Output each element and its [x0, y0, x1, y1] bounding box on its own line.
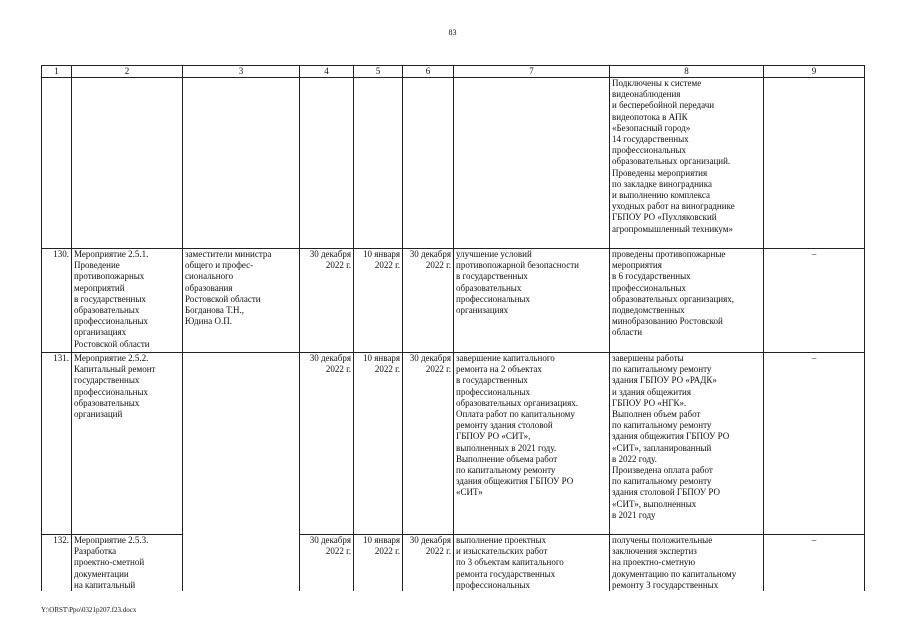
cell-empty: [764, 78, 865, 249]
column-header: 9: [764, 66, 865, 78]
cell-date-plan: 30 декабря 2022 г.: [300, 249, 354, 353]
table-row: [42, 249, 865, 353]
column-header: 2: [72, 66, 183, 78]
cell-empty: [454, 78, 610, 249]
cell-note: –: [764, 249, 865, 353]
cell-date-start: 10 января 2022 г.: [354, 353, 403, 535]
column-header: 4: [300, 66, 354, 78]
cell-note: –: [764, 535, 865, 592]
cell-empty: [354, 78, 403, 249]
cell-responsible-merged: [183, 535, 300, 592]
cell-empty: [42, 78, 72, 249]
table-row: [42, 353, 865, 535]
cell-date-end: 30 декабря 2022 г.: [403, 249, 454, 353]
cell-actual-result: завершены работы по капитальному ремонту здания ГБПОУ РО «РАДК» и здания общежития ГБПОУ РО «НГК». Выполнен объем работ по капитальному ремонту здания общежития ГБПОУ РО «СИТ», запланированный в 2022 году. Произведена оплата работ по капитальному ремонту здания столовой ГБПОУ РО «СИТ», выполненных в 2021 году: [610, 353, 764, 535]
column-header: 3: [183, 66, 300, 78]
file-path-footer: Y:\ORST\Ppo\0321p207.f23.docx: [41, 606, 137, 614]
cell-expected-result: улучшение условий противопожарной безопасности в государственных образовательных профессиональных организациях: [454, 249, 610, 353]
cell-date-end: 30 декабря 2022 г.: [403, 353, 454, 535]
cell-date-start: 10 января 2022 г.: [354, 535, 403, 592]
cell-date-plan: 30 декабря 2022 г.: [300, 353, 354, 535]
cell-activity-name: Мероприятие 2.5.3. Разработка проектно-сметной документации на капитальный: [72, 535, 183, 592]
cell-date-plan: 30 декабря 2022 г.: [300, 535, 354, 592]
cell-activity-name: Мероприятие 2.5.1. Проведение противопожарных мероприятий в государственных образовательных профессиональных организациях Ростовской области: [72, 249, 183, 353]
column-header: 8: [610, 66, 764, 78]
report-table: [41, 65, 865, 591]
cell-responsible-merged: [183, 353, 300, 535]
cell-number: 132.: [42, 535, 72, 592]
table-row: [42, 535, 865, 592]
cell-result: Подключены к системе видеонаблюдения и бесперебойной передачи видеопотока в АПК «Безопасный город» 14 государственных профессиональных образовательных организаций. Проведены мероприятия по закладке виноградника и выполнению комплекса уходных работ на винограднике ГБПОУ РО «Пухляковский агропромышленный техникум»: [610, 78, 764, 249]
cell-note: –: [764, 353, 865, 535]
cell-number: 131.: [42, 353, 72, 535]
cell-empty: [300, 78, 354, 249]
column-header: 5: [354, 66, 403, 78]
cell-date-end: 30 декабря 2022 г.: [403, 535, 454, 592]
page-number: 83: [448, 28, 457, 37]
cell-activity-name: Мероприятие 2.5.2. Капитальный ремонт государственных профессиональных образовательных организаций: [72, 353, 183, 535]
column-number-row: [42, 66, 865, 78]
cell-responsible: заместители министра общего и профес- сионального образования Ростовской области Богданова Т.Н., Юдина О.П.: [183, 249, 300, 353]
cell-expected-result: завершение капитального ремонта на 2 объектах в государственных профессиональных образовательных организациях. Оплата работ по капитальному ремонту здания столовой ГБПОУ РО «СИТ», выполненных в 2021 году. Выполнение объема работ по капитальному ремонту здания общежития ГБПОУ РО «СИТ»: [454, 353, 610, 535]
cell-actual-result: проведены противопожарные мероприятия в 6 государственных профессиональных образовательных организациях, подведомственных минобразованию Ростовской области: [610, 249, 764, 353]
cell-actual-result: получены положительные заключения экспертиз на проектно-сметную документацию по капитальному ремонту 3 государственных: [610, 535, 764, 592]
cell-empty: [183, 78, 300, 249]
cell-expected-result: выполнение проектных и изыскательских работ по 3 объектам капитального ремонта государственных профессиональных: [454, 535, 610, 592]
column-header: 1: [42, 66, 72, 78]
cell-number: 130.: [42, 249, 72, 353]
column-header: 6: [403, 66, 454, 78]
cell-empty: [403, 78, 454, 249]
column-header: 7: [454, 66, 610, 78]
cell-date-start: 10 января 2022 г.: [354, 249, 403, 353]
table-row-continuation: [42, 78, 865, 249]
cell-empty: [72, 78, 183, 249]
